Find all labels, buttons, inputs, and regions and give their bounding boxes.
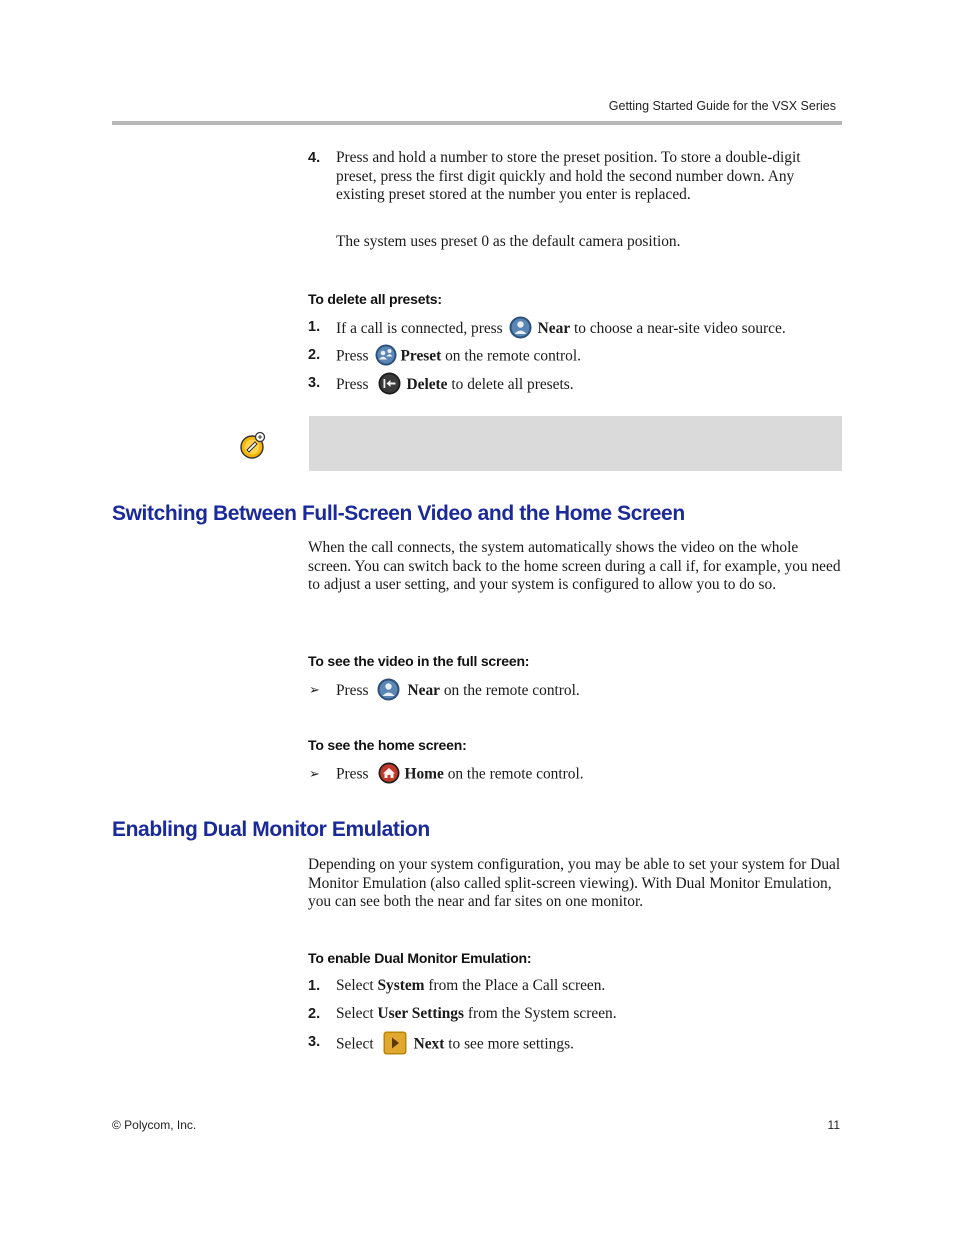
step-bold: Delete xyxy=(406,376,448,394)
step-bold: Next xyxy=(413,1035,445,1053)
step-pre: If a call is connected, press xyxy=(336,320,503,338)
step-pre: Press xyxy=(336,765,369,783)
step-number: 4. xyxy=(308,150,321,166)
bullet-arrow: ➢ xyxy=(309,682,320,697)
home-icon xyxy=(378,762,400,784)
step-number: 1. xyxy=(308,319,321,335)
step-pre: Press xyxy=(336,347,369,365)
step-post: to delete all presets. xyxy=(451,376,574,394)
step-pre: Select xyxy=(336,977,374,994)
step-text xyxy=(336,764,584,786)
step-pre: Press xyxy=(336,682,369,700)
note-box xyxy=(309,416,842,471)
step-bold: System xyxy=(377,977,425,994)
step-pre: Press xyxy=(336,376,369,394)
step-post: on the remote control. xyxy=(447,765,584,783)
step-text xyxy=(336,318,786,341)
step-bold: Preset xyxy=(400,347,442,365)
step-bold: User Settings xyxy=(377,1005,464,1022)
step-post: to choose a near-site video source. xyxy=(574,320,786,338)
running-header: Getting Started Guide for the VSX Series xyxy=(608,99,836,113)
near-icon xyxy=(509,316,532,339)
step-post: on the remote control. xyxy=(445,347,582,365)
default-preset-note: The system uses preset 0 as the default camera position. xyxy=(336,233,681,250)
step-number: 2. xyxy=(308,1006,321,1022)
bullet-arrow: ➢ xyxy=(309,766,320,781)
step-post: from the System screen. xyxy=(467,1005,617,1022)
step-text xyxy=(336,346,581,368)
step-text xyxy=(336,1005,617,1023)
procedure-heading: To see the video in the full screen: xyxy=(308,653,530,669)
step-text xyxy=(336,1033,574,1057)
step-number: 1. xyxy=(308,978,321,994)
step-post: to see more settings. xyxy=(448,1035,574,1053)
step-bold: Near xyxy=(537,320,571,338)
step-number: 3. xyxy=(308,1034,321,1050)
step-pre: Select xyxy=(336,1005,374,1022)
step-post: from the Place a Call screen. xyxy=(428,977,606,994)
section-paragraph: When the call connects, the system automatically shows the video on the whole screen. You can switch back to the home screen during a call if, for example, you need to adjust a user setting, and your system is configured to allow you to do so. xyxy=(308,539,841,594)
step-bold: Near xyxy=(407,682,440,700)
next-icon xyxy=(383,1031,407,1055)
page-number: 11 xyxy=(827,1118,840,1132)
preset-icon xyxy=(375,344,397,366)
step-text xyxy=(336,977,605,995)
procedure-heading: To delete all presets: xyxy=(308,291,442,307)
section-heading: Switching Between Full-Screen Video and the Home Screen xyxy=(112,502,685,525)
note-pointer-icon xyxy=(238,430,268,460)
step-number: 3. xyxy=(308,375,321,391)
procedure-heading: To enable Dual Monitor Emulation: xyxy=(308,950,532,966)
step-post: on the remote control. xyxy=(443,682,580,700)
step-bold: Home xyxy=(404,765,444,783)
near-icon xyxy=(377,678,400,701)
step-number: 2. xyxy=(308,347,321,363)
delete-icon xyxy=(378,372,401,395)
step-pre: Select xyxy=(336,1035,374,1053)
step-text xyxy=(336,680,580,703)
step-text xyxy=(336,374,574,397)
procedure-heading: To see the home screen: xyxy=(308,737,467,753)
section-paragraph: Depending on your system configuration, you may be able to set your system for Dual Monitor Emulation (also called split-screen viewing). With Dual Monitor Emulation, you can see both the near and far sites on one monitor. xyxy=(308,856,841,911)
step-text: Press and hold a number to store the preset position. To store a double-digit preset, press the first digit quickly and hold the second number down. Any existing preset stored at the number you enter is replaced. xyxy=(336,149,801,204)
footer-copyright: © Polycom, Inc. xyxy=(112,1118,197,1132)
header-rule xyxy=(112,121,842,125)
section-heading: Enabling Dual Monitor Emulation xyxy=(112,818,430,841)
